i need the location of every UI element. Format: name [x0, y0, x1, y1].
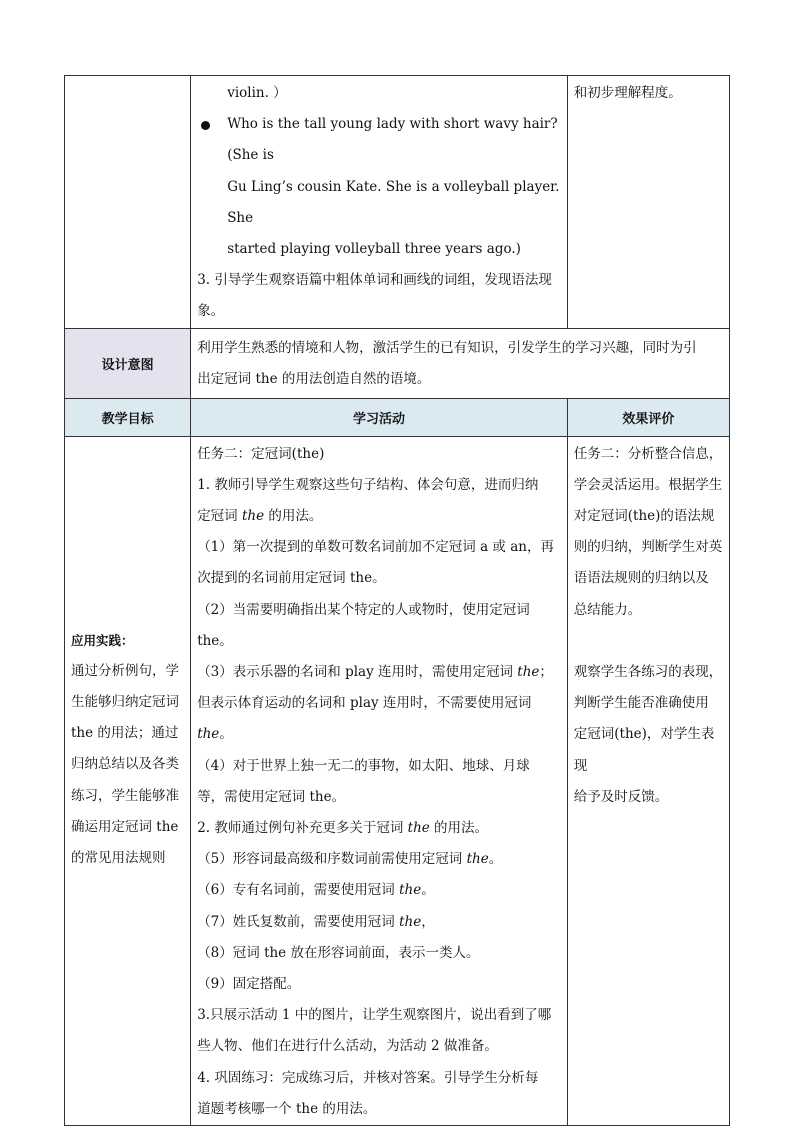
text-run: （3）表示乐器的名词和 play 连用时，需使用定冠词	[197, 664, 518, 681]
evaluation-line: 判断学生能否准确使用	[573, 695, 709, 712]
activity-line: （8）冠词 the 放在形容词前面，表示一类人。	[197, 944, 480, 961]
activity-line: Gu Ling’s cousin Kate. She is a volleyball player. She	[227, 178, 560, 226]
text-run-italic: the	[241, 508, 265, 525]
evaluation-line: 语语法规则的归纳以及	[573, 570, 709, 587]
objective-title: 应用实践：	[71, 632, 134, 648]
activity-line: 3. 引导学生观察语篇中粗体单词和画线的词组，发现语法现	[197, 272, 552, 289]
activity-line: 3.只展示活动 1 中的图片，让学生观察图片，说出看到了哪	[197, 1007, 552, 1024]
objective-line: 通过分析例句，学	[71, 662, 179, 679]
activity-line: （1）第一次提到的单数可数名词前加不定冠词 a 或 an，再	[197, 539, 554, 556]
activity-line: （2）当需要明确指出某个特定的人或物时，使用定冠词	[197, 601, 530, 618]
design-intent-label: 设计意图	[65, 328, 191, 398]
evaluation-line: 定冠词(the)，对学生表现	[573, 726, 715, 774]
bullet-item	[197, 109, 561, 171]
evaluation-cell-continued	[567, 76, 729, 329]
evaluation-line: 则的归纳，判断学生对英	[573, 539, 723, 556]
text-run: （5）形容词最高级和序数词前需使用定冠词	[197, 851, 467, 868]
activity-line: 些人物、他们在进行什么活动，为活动 2 做准备。	[197, 1038, 498, 1055]
activity-cell-continued	[191, 76, 568, 329]
text-run: 。	[421, 882, 435, 899]
evaluation-line: 总结能力。	[573, 601, 642, 618]
objective-cell-empty	[65, 76, 191, 329]
activity-line	[197, 813, 561, 844]
activity-line: started playing volleyball three years ago.)	[227, 241, 521, 258]
main-row	[65, 436, 730, 1125]
design-intent-row	[65, 328, 730, 398]
lesson-plan-table	[64, 75, 730, 1126]
objective-line: the 的用法；通过	[71, 725, 179, 742]
evaluation-cell	[567, 436, 729, 1125]
evaluation-line: 任务二：分析整合信息，	[573, 445, 723, 462]
activity-line: 但表示体育运动的名词和 play 连用时，不需要使用冠词	[197, 695, 532, 712]
text-run: ，	[421, 913, 435, 930]
text-run: 的用法。	[264, 508, 323, 525]
spacer-line	[574, 626, 723, 657]
objective-line: 生能够归纳定冠词	[71, 694, 179, 711]
continued-row	[65, 76, 730, 329]
activity-line	[197, 875, 561, 906]
activity-line: the。	[197, 632, 233, 649]
activity-line: violin. ）	[227, 85, 287, 101]
text-run: 的用法。	[429, 820, 489, 837]
objective-line: 的常见用法规则	[71, 850, 166, 867]
activity-line: （4）对于世界上独一无二的事物，如太阳、地球、月球	[197, 757, 530, 774]
objective-line: 归纳总结以及各类	[71, 756, 179, 773]
activity-line: 4. 巩固练习：完成练习后，并核对答案。引导学生分析每	[197, 1069, 539, 1086]
text-run: ；	[539, 664, 553, 681]
activity-line	[197, 657, 561, 688]
activity-line	[197, 719, 561, 750]
activity-line	[197, 501, 561, 532]
activity-line: Who is the tall young lady with short wavy hair? (She is	[227, 116, 558, 164]
evaluation-line: 给予及时反馈。	[573, 788, 669, 805]
header-objectives: 教学目标	[65, 398, 191, 436]
activity-line: 象。	[197, 303, 225, 320]
text-run-italic: the	[466, 851, 489, 868]
text-run: 。	[219, 726, 233, 743]
text-run-italic: the	[197, 726, 220, 743]
activity-line: 道题考核哪一个 the 的用法。	[197, 1100, 377, 1117]
activity-line: 任务二：定冠词(the)	[197, 445, 325, 462]
activity-line: 1. 教师引导学生观察这些句子结构、体会句意，进而归纳	[197, 476, 539, 493]
text-run-italic: the	[517, 664, 540, 681]
header-activities: 学习活动	[191, 398, 568, 436]
evaluation-line: 对定冠词(the)的语法规	[573, 508, 715, 525]
text-run: 2. 教师通过例句补充更多关于冠词	[197, 820, 408, 837]
activity-line: （9）固定搭配。	[197, 976, 301, 993]
objective-cell	[65, 436, 191, 1125]
design-intent-line: 出定冠词 the 的用法创造自然的语境。	[197, 370, 431, 387]
evaluation-line: 学会灵活运用。根据学生	[573, 476, 723, 493]
text-run: （7）姓氏复数前，需要使用冠词	[197, 913, 400, 930]
activity-line	[197, 907, 561, 938]
objective-line: 确运用定冠词 the	[71, 818, 179, 835]
header-evaluation: 效果评价	[567, 398, 729, 436]
objective-line: 练习，学生能够准	[71, 787, 179, 804]
text-run-italic: the	[399, 913, 422, 930]
design-intent-line: 利用学生熟悉的情境和人物，激活学生的已有知识，引发学生的学习兴趣，同时为引	[197, 339, 697, 356]
bullet-icon	[201, 121, 210, 130]
design-intent-content	[191, 328, 730, 398]
evaluation-line: 观察学生各练习的表现，	[573, 664, 723, 681]
header-row	[65, 398, 730, 436]
activity-line: 次提到的名词前用定冠词 the。	[197, 570, 386, 587]
text-run: （6）专有名词前，需要使用冠词	[197, 882, 400, 899]
activity-line: 等，需使用定冠词 the。	[197, 788, 346, 805]
evaluation-line: 和初步理解程度。	[573, 85, 682, 101]
activity-line	[197, 844, 561, 875]
text-run-italic: the	[407, 820, 430, 837]
activity-cell	[191, 436, 568, 1125]
text-run-italic: the	[399, 882, 422, 899]
text-run: 。	[488, 851, 503, 868]
text-run: 定冠词	[197, 508, 242, 525]
